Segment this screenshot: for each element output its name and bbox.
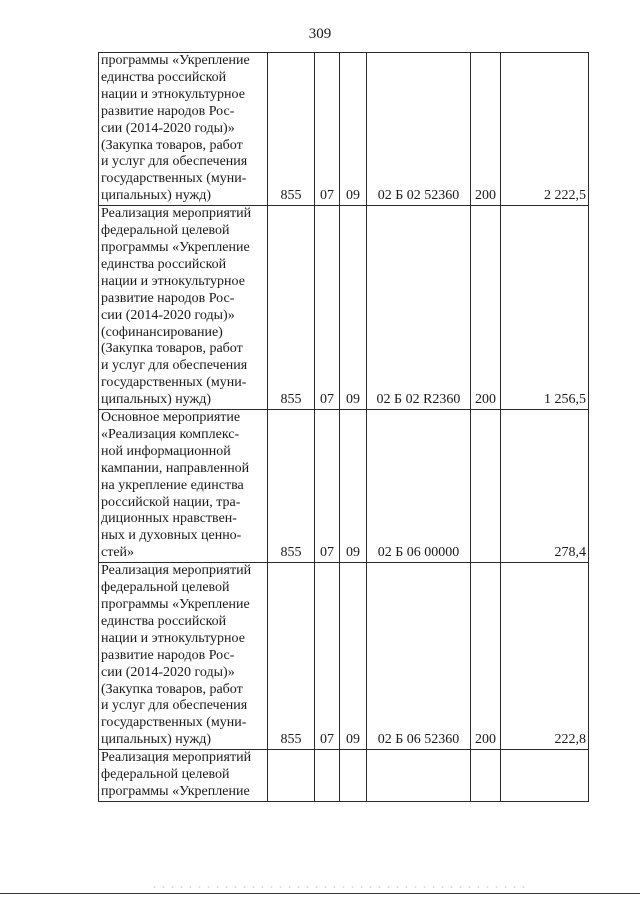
subsection-code-cell	[340, 750, 367, 802]
description-line: программы «Укрепление	[101, 239, 250, 255]
target-article-cell	[367, 750, 471, 802]
description-line: нации и этнокультурное	[101, 86, 245, 102]
description-line: федеральной целевой	[101, 580, 230, 596]
scan-artifacts	[150, 884, 530, 890]
section-code-cell: 07	[315, 410, 340, 563]
description-line: (софинансирование)	[101, 324, 223, 340]
description-line: федеральной целевой	[101, 767, 230, 783]
page-number: 309	[308, 26, 332, 42]
table-row	[99, 750, 589, 802]
description-line: Основное мероприятие	[101, 410, 241, 426]
expense-type-cell	[471, 750, 501, 802]
description-line: государственных (муни-	[101, 715, 247, 731]
description-cell	[99, 206, 268, 410]
amount-cell	[501, 750, 589, 802]
description-line: Реализация мероприятий	[101, 750, 252, 766]
description-line: ных и духовных ценно-	[101, 528, 242, 544]
description-line: сии (2014-2020 годы)»	[101, 664, 235, 680]
description-line: на укрепление единства	[101, 477, 244, 493]
subsection-code-cell: 09	[340, 53, 367, 206]
table-row	[99, 206, 589, 410]
description-line: и услуг для обеспечения	[101, 358, 248, 374]
description-line: сии (2014-2020 годы)»	[101, 120, 235, 136]
description-line: развитие народов Рос-	[101, 290, 235, 306]
table-row	[99, 53, 589, 206]
expense-type-cell	[471, 410, 501, 563]
description-line: единства российской	[101, 69, 227, 85]
description-line: государственных (муни-	[101, 375, 247, 391]
description-line: единства российской	[101, 613, 227, 629]
description-line: единства российской	[101, 256, 227, 272]
page-bottom-edge	[0, 893, 640, 894]
ministry-code-cell	[268, 750, 315, 802]
description-line: кампании, направленной	[101, 460, 250, 476]
table-row	[99, 410, 589, 563]
description-line: программы «Укрепление	[101, 783, 250, 799]
subsection-code-cell: 09	[340, 206, 367, 410]
expense-type-cell: 200	[471, 563, 501, 750]
description-line: нации и этнокультурное	[101, 273, 245, 289]
description-line: и услуг для обеспечения	[101, 698, 248, 714]
description-line: развитие народов Рос-	[101, 103, 235, 119]
section-code-cell: 07	[315, 53, 340, 206]
description-cell	[99, 410, 268, 563]
ministry-code-cell: 855	[268, 563, 315, 750]
description-line: ной информационной	[101, 443, 231, 459]
expense-type-cell: 200	[471, 206, 501, 410]
amount-cell: 2 222,5	[501, 53, 589, 206]
description-line: (Закупка товаров, работ	[101, 341, 243, 357]
section-code-cell: 07	[315, 206, 340, 410]
description-line: ципальных) нужд)	[101, 732, 212, 748]
section-code-cell: 07	[315, 563, 340, 750]
expense-type-cell: 200	[471, 53, 501, 206]
description-line: федеральной целевой	[101, 223, 230, 239]
table-row	[99, 563, 589, 750]
description-line: государственных (муни-	[101, 171, 247, 187]
description-line: (Закупка товаров, работ	[101, 681, 243, 697]
description-cell	[99, 750, 268, 802]
description-line: и услуг для обеспечения	[101, 154, 248, 170]
description-line: российской нации, тра-	[101, 494, 241, 510]
amount-cell: 222,8	[501, 563, 589, 750]
description-line: ципальных) нужд)	[101, 188, 212, 204]
section-code-cell	[315, 750, 340, 802]
target-article-cell: 02 Б 02 52360	[367, 53, 471, 206]
description-line: «Реализация комплекс-	[101, 426, 240, 442]
description-line: Реализация мероприятий	[101, 206, 252, 222]
description-line: ципальных) нужд)	[101, 392, 212, 408]
description-line: развитие народов Рос-	[101, 647, 235, 663]
subsection-code-cell: 09	[340, 410, 367, 563]
description-cell	[99, 53, 268, 206]
description-line: (Закупка товаров, работ	[101, 137, 243, 153]
subsection-code-cell: 09	[340, 563, 367, 750]
ministry-code-cell: 855	[268, 206, 315, 410]
ministry-code-cell: 855	[268, 410, 315, 563]
description-line: программы «Укрепление	[101, 597, 250, 612]
amount-cell: 278,4	[501, 410, 589, 563]
ministry-code-cell: 855	[268, 53, 315, 206]
target-article-cell: 02 Б 02 R2360	[367, 206, 471, 410]
description-line: программы «Укрепление	[101, 53, 250, 68]
description-line: диционных нравствен-	[101, 511, 237, 527]
description-line: стей»	[101, 545, 135, 561]
description-cell	[99, 563, 268, 750]
target-article-cell: 02 Б 06 00000	[367, 410, 471, 563]
budget-table	[98, 52, 589, 802]
description-line: сии (2014-2020 годы)»	[101, 307, 235, 323]
target-article-cell: 02 Б 06 52360	[367, 563, 471, 750]
description-line: нации и этнокультурное	[101, 630, 245, 646]
description-line: Реализация мероприятий	[101, 563, 252, 579]
amount-cell: 1 256,5	[501, 206, 589, 410]
